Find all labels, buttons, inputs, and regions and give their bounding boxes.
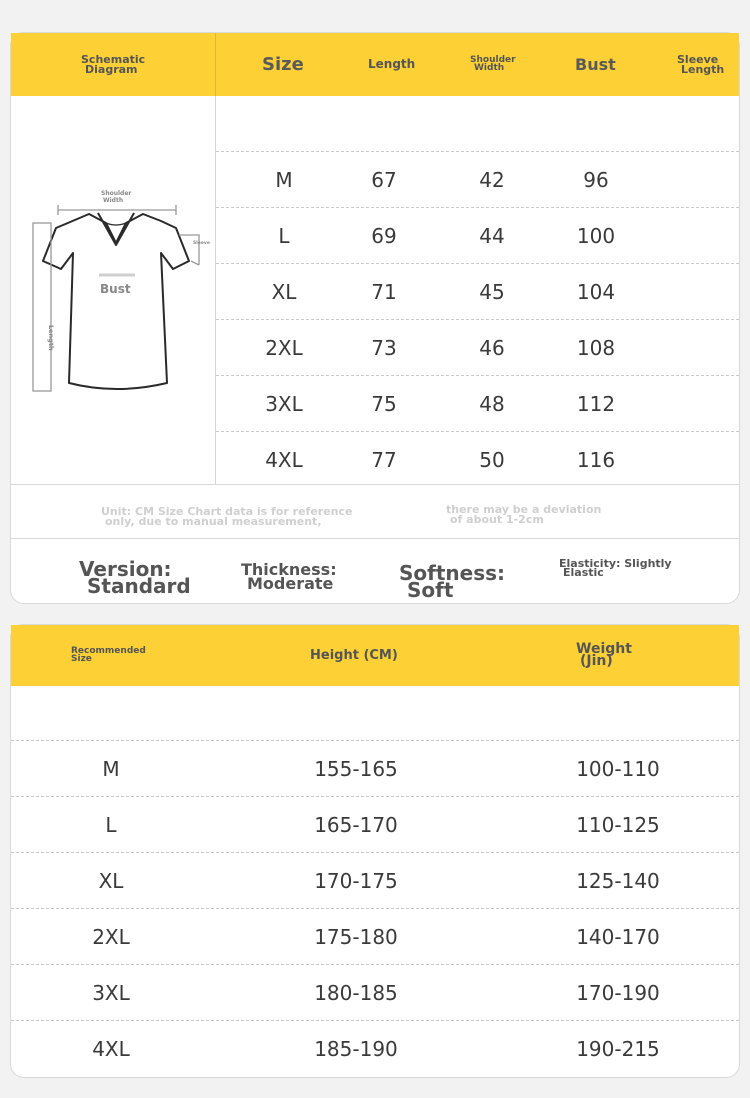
note-bottom-line [11,538,739,539]
height-cell: 155-165 [314,757,398,781]
header-bust [575,33,616,96]
length-cell: 75 [371,392,397,416]
header-shoulder-width [470,33,516,108]
header-size [262,33,304,96]
size-cell: 4XL [92,1037,130,1061]
size-row-xl [11,264,739,320]
header-size-label: Size [262,53,304,75]
weight-cell: 100-110 [576,757,660,781]
shoulder-cell: 44 [479,224,505,248]
size-cell: XL [271,280,297,304]
diagram-sleeve-label: Sleeve [193,241,210,246]
header-length [368,33,415,106]
length-cell: 71 [371,280,397,304]
thickness-value: Moderate [247,573,334,593]
size-cell: M [102,757,120,781]
size-cell: 2XL [92,925,130,949]
elasticity-label: Elasticity: Slightly [559,557,672,570]
header-schematic-diagram [81,33,145,96]
bust-cell: 108 [576,336,616,360]
note-left-line1: Unit: CM Size Chart data is for reference [101,505,353,518]
header-shoulder-line1: Shoulder [470,54,516,65]
recommended-row-xl [11,853,739,909]
weight-cell: 125-140 [576,869,660,893]
height-cell: 170-175 [314,869,398,893]
shoulder-cell: 50 [479,448,505,472]
diagram-width-label: Width [103,197,124,204]
attribute-thickness [241,560,337,593]
weight-cell: 140-170 [576,925,660,949]
header-length-label: Length [368,57,416,72]
length-cell: 69 [371,224,397,248]
measurement-note-left [101,507,352,528]
size-row-m [11,152,739,208]
diagram-shoulder-label: Shoulder [101,190,132,197]
recommended-row-4xl [11,1021,739,1077]
header-weight [576,625,632,686]
header-sleeve-line2: Length [681,62,725,76]
size-cell: L [278,224,290,248]
header-schematic-line1: Schematic [81,53,146,67]
header-recommended-size [71,625,146,690]
weight-cell: 170-190 [576,981,660,1005]
bust-cell: 100 [576,224,616,248]
shoulder-cell: 42 [479,168,505,192]
size-cell: 4XL [265,448,303,472]
note-right-line1: there may be a deviation [446,503,602,516]
recommended-row-2xl [11,909,739,965]
size-row-4xl [11,432,739,488]
header-divider [215,33,216,96]
measurement-note-right [446,505,601,526]
header-shoulder-line2: Width [474,62,505,73]
height-cell: 175-180 [314,925,398,949]
recommended-row-m [11,741,739,797]
softness-label: Softness: [399,561,506,585]
shoulder-cell: 48 [479,392,505,416]
diagram-bust-label: Bust [100,282,131,296]
shoulder-cell: 45 [479,280,505,304]
weight-cell: 190-215 [576,1037,660,1061]
weight-cell: 110-125 [576,813,660,837]
bust-cell: 116 [576,448,616,472]
header-height-label: Height (CM) [310,647,398,663]
size-cell: XL [98,869,124,893]
header-schematic-line2: Diagram [85,62,138,76]
header-recommended-line2: Size [71,653,92,664]
thickness-label: Thickness: [241,560,337,579]
bust-cell: 104 [576,280,616,304]
note-right-line2: of about 1-2cm [450,513,544,527]
shoulder-cell: 46 [479,336,505,360]
header-recommended-line1: Recommended [71,645,146,656]
header-weight-line1: Weight [576,640,632,657]
size-chart-header [11,33,739,96]
attribute-version [79,557,191,598]
recommended-header [11,625,739,686]
size-cell: M [275,168,293,192]
size-cell: 3XL [92,981,130,1005]
version-value: Standard [87,574,191,598]
diagram-length-label: Length [47,325,55,351]
note-left-line2: only, due to manual measurement, [105,515,322,529]
header-bust-label: Bust [575,54,616,74]
height-cell: 180-185 [314,981,398,1005]
height-cell: 165-170 [314,813,398,837]
size-cell: L [105,813,117,837]
size-row-2xl [11,320,739,376]
attribute-elasticity [559,559,672,578]
table-bottom-line [11,484,739,485]
size-row-l [11,208,739,264]
attribute-softness [399,561,506,602]
header-sleeve-line1: Sleeve [677,53,719,67]
size-cell: 3XL [265,392,303,416]
bust-cell: 96 [583,168,609,192]
length-cell: 73 [371,336,397,360]
header-height [310,625,398,686]
recommended-row-3xl [11,965,739,1021]
recommended-row-l [11,797,739,853]
length-cell: 77 [371,448,397,472]
length-cell: 67 [371,168,397,192]
header-sleeve-length [677,33,724,96]
size-cell: 2XL [265,336,303,360]
recommended-size-card [10,624,740,1078]
version-label: Version: [79,557,172,581]
size-row-3xl [11,376,739,432]
elasticity-value: Elastic [563,566,604,580]
size-chart-card [10,32,740,604]
bust-cell: 112 [576,392,616,416]
softness-value: Soft [407,578,454,602]
header-weight-line2: (Jin) [580,652,613,669]
height-cell: 185-190 [314,1037,398,1061]
